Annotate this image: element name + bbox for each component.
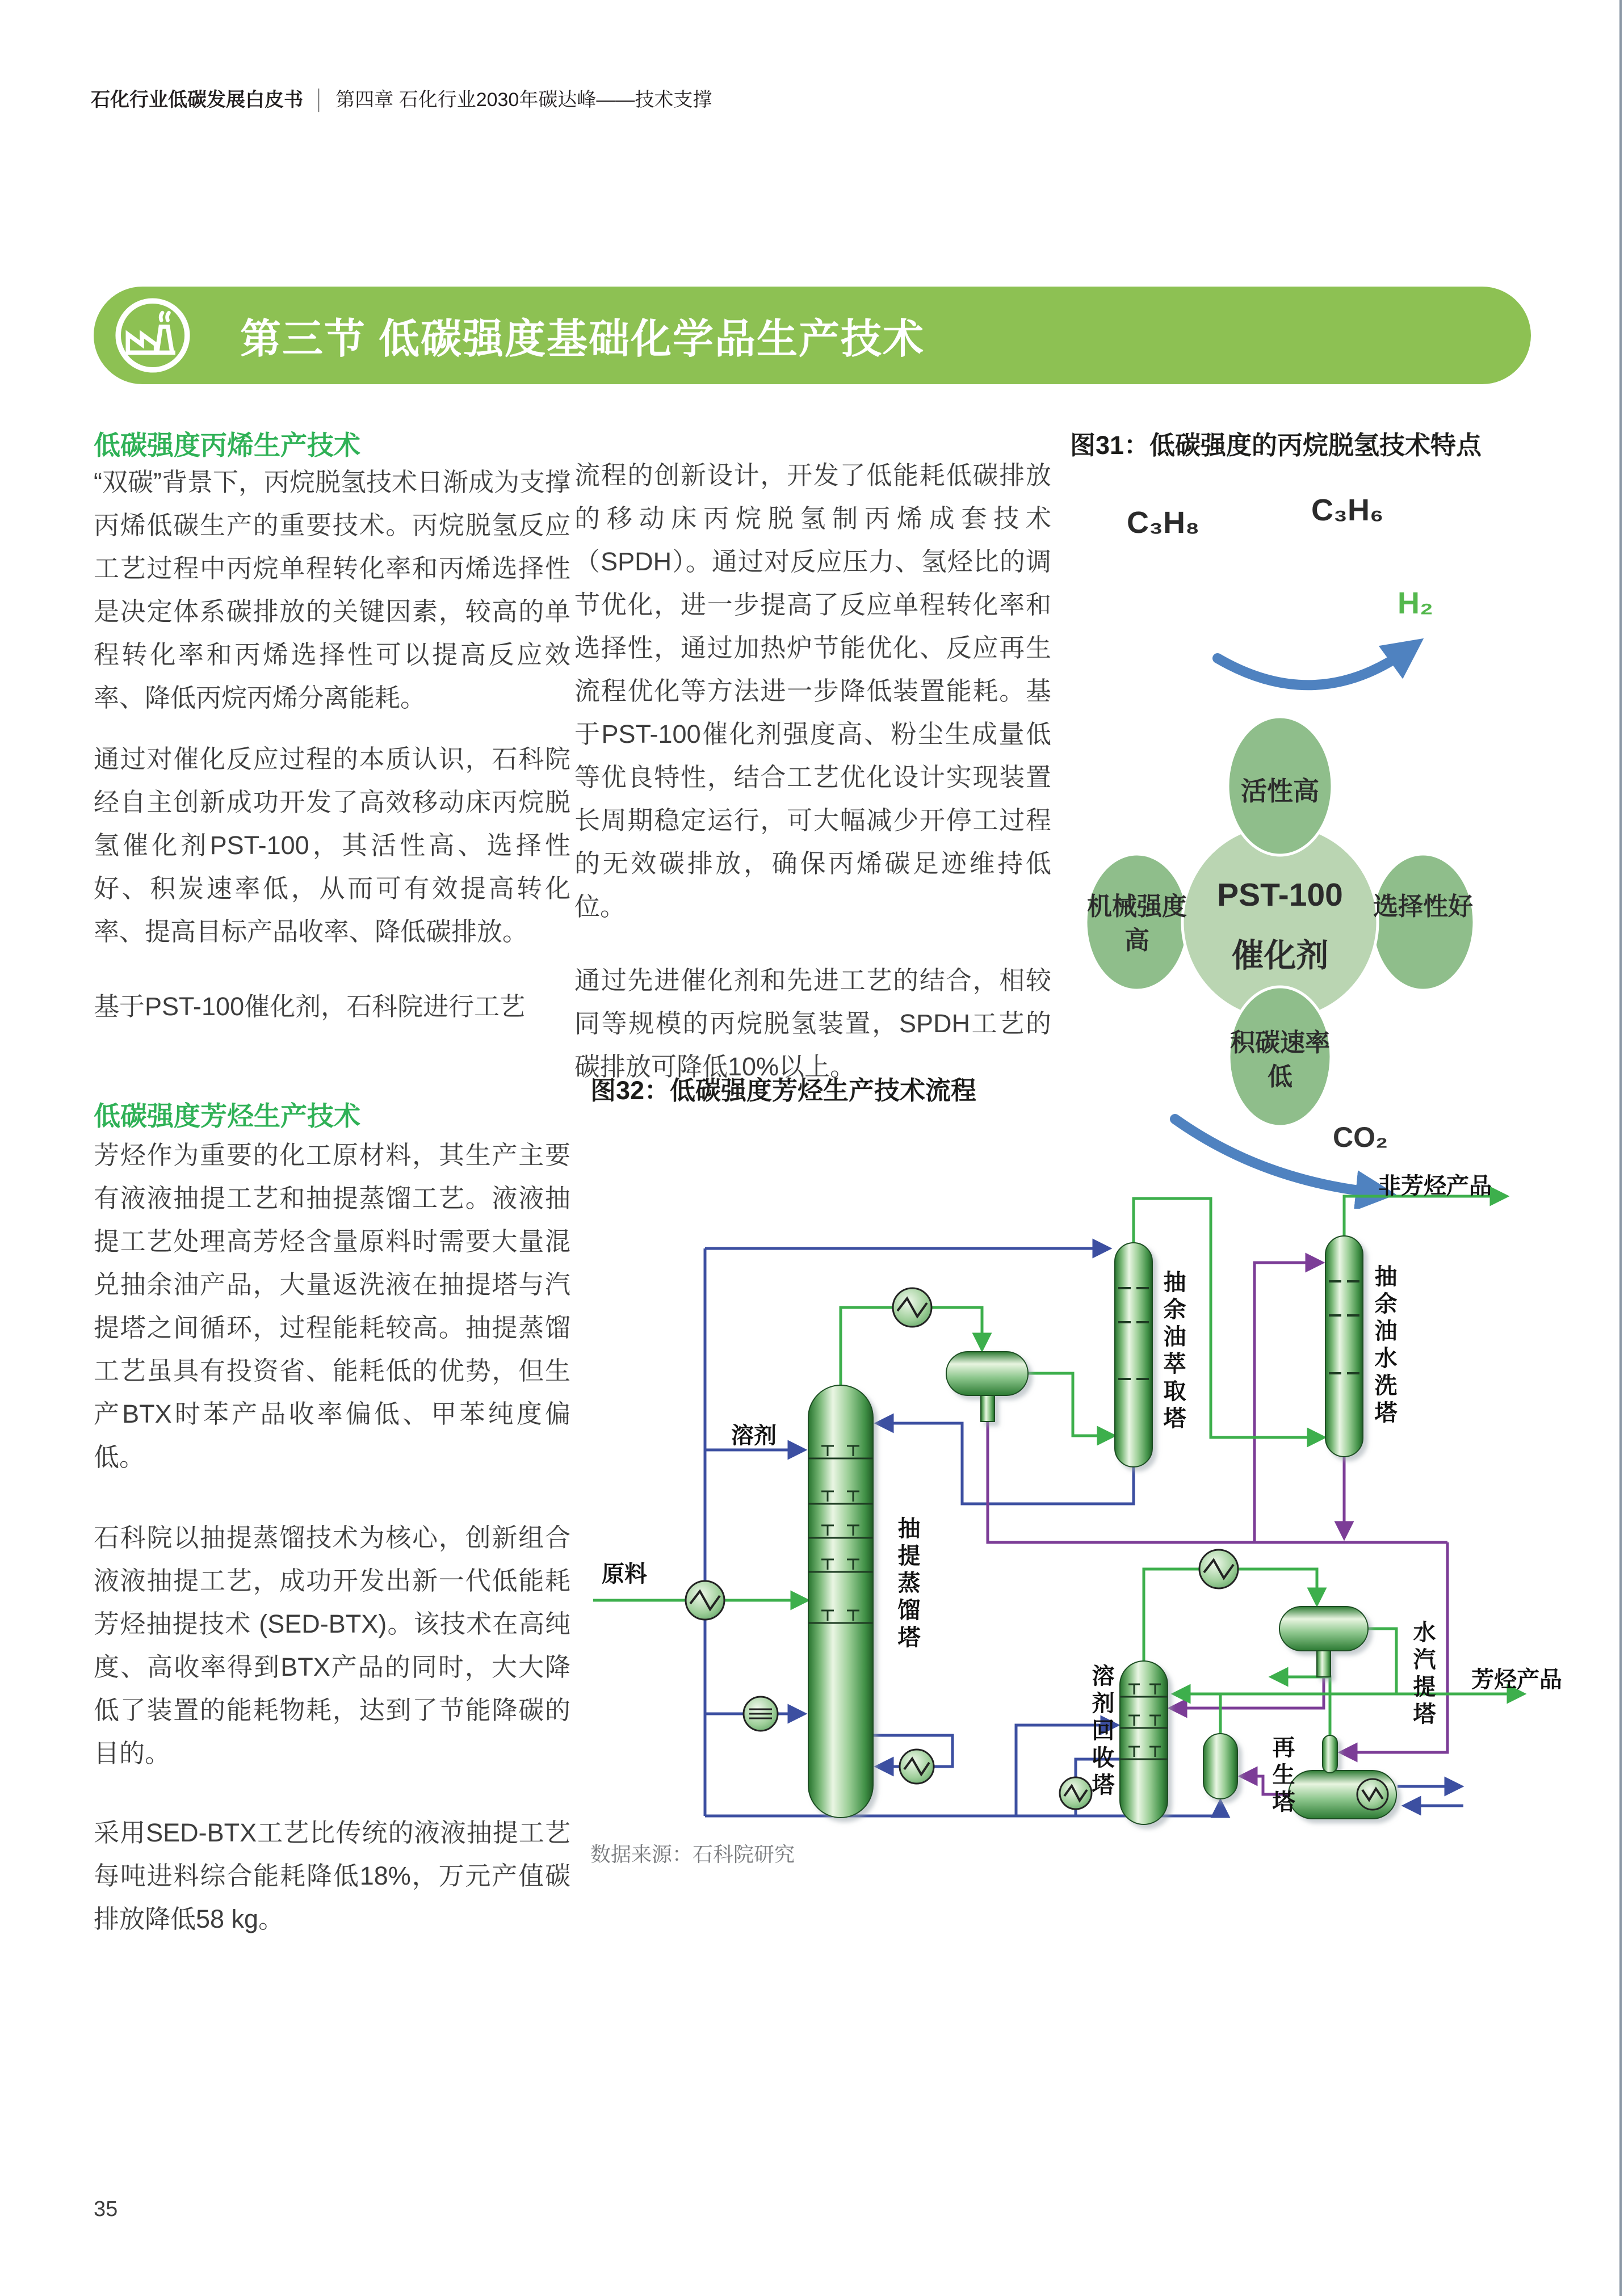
header-separator: │ <box>313 89 326 111</box>
edc-side-heat-exchanger-icon <box>744 1697 778 1731</box>
bubble-label-activity: 活性高 <box>1241 776 1319 806</box>
reaction-arrow <box>1218 649 1409 685</box>
paragraph: 通过先进催化剂和先进工艺的结合，相较同等规模的丙烷脱氢装置，SPDH工艺的碳排放可降低10%以上。 <box>574 966 1051 1081</box>
water-stripper-nozzle <box>1323 1735 1337 1773</box>
paragraph: 通过对催化反应过程的本质认识，石科院经自主创新成功开发了高效移动床丙烷脱氢催化剂PST-100，其活性高、选择性好、积炭速率低，从而可有效提高转化率、提高目标产品收率、降低碳排放。 <box>94 745 570 946</box>
label-non-aromatic-product: 非芳烃产品 <box>1378 1174 1492 1199</box>
figure32-source: 数据来源：石科院研究 <box>590 1843 795 1866</box>
bubble-label-catalyst: 催化剂 <box>1231 937 1329 974</box>
bubble-label-coking: 积碳速率低 <box>1230 1029 1330 1091</box>
edc-reflux-drum <box>946 1352 1028 1395</box>
water-wash-column <box>1325 1236 1363 1457</box>
edc-overhead-heat-exchanger-icon <box>893 1288 931 1327</box>
solvent-recovery-column <box>1120 1661 1168 1824</box>
paragraph: “双碳”背景下，丙烷脱氢技术日渐成为支撑丙烯低碳生产的重要技术。丙烷脱氢反应工艺过程中丙烷单程转化率和丙烯选择性是决定体系碳排放的关键因素，较高的单程转化率和丙烯选择性可以提高反应效率、降低丙烷丙烯分离能耗。 <box>94 468 570 712</box>
raffinate-extractor-column <box>1115 1243 1152 1467</box>
src-drum-nozzle <box>1317 1651 1331 1677</box>
heading-aromatics: 低碳强度芳烃生产技术 <box>94 1101 360 1131</box>
figure31-diagram <box>1067 488 1567 1209</box>
bubble-label-pst100: PST-100 <box>1217 877 1343 913</box>
stripper-coil-icon <box>1357 1779 1388 1810</box>
section-banner <box>94 287 1531 384</box>
label-edc-column: 抽提蒸馏塔 <box>895 1516 920 1652</box>
paragraph: 流程的创新设计，开发了低能耗低碳排放的移动床丙烷脱氢制丙烯成套技术（SPDH）。通过对反应压力、氢烃比的调节优化，进一步提高了反应单程转化率和选择性，通过加热炉节能优化、反应再生流程优化等方法进一步降低装置能耗。基于PST-100催化剂强度高、粉尘生成量低等优良特性，结合工艺优化设计实现装置长周期稳定运行，可大幅减少开停工过程的无效碳排放，确保丙烯碳足迹维持低位。 <box>574 461 1051 921</box>
edc-reboiler-heat-exchanger-icon <box>900 1750 934 1784</box>
factory-icon <box>110 292 196 379</box>
figure32-title: 图32：低碳强度芳烃生产技术流程 <box>590 1076 977 1105</box>
heat-exchangers <box>686 1288 1388 1810</box>
src-overhead-heat-exchanger-icon <box>1199 1550 1238 1588</box>
label-h2: H₂ <box>1398 586 1433 620</box>
label-co2: CO₂ <box>1333 1121 1388 1153</box>
paragraph: 采用SED-BTX工艺比传统的液液抽提工艺每吨进料综合能耗降低18%，万元产值碳排放降低58 kg。 <box>94 1818 570 1933</box>
page-header <box>91 84 712 112</box>
paragraph: 基于PST-100催化剂，石科院进行工艺 <box>94 992 526 1021</box>
header-book-title: 石化行业低碳发展白皮书 <box>91 89 303 111</box>
label-solvent-recovery: 溶剂回收塔 <box>1089 1664 1114 1800</box>
heading-propylene: 低碳强度丙烯生产技术 <box>94 430 360 460</box>
feed-heat-exchanger-icon <box>686 1581 724 1620</box>
page-edge-line <box>1619 0 1622 2296</box>
label-c3h6: C₃H₆ <box>1311 493 1384 527</box>
regenerator-column <box>1203 1734 1237 1799</box>
figure31-title: 图31：低碳强度的丙烷脱氢技术特点 <box>1070 431 1482 460</box>
page-number: 35 <box>94 2197 118 2221</box>
bubble-label-mechanical: 机械强度高 <box>1087 893 1187 954</box>
label-solvent: 溶剂 <box>731 1423 777 1448</box>
src-reflux-drum <box>1279 1607 1368 1651</box>
label-water-wash: 抽余油水洗塔 <box>1371 1264 1396 1428</box>
paragraph: 石科院以抽提蒸馏技术为核心，创新组合液液抽提工艺，成功开发出新一代低能耗芳烃抽提技术 (SED-BTX)。该技术在高纯度、高收率得到BTX产品的同时，大大降低了装置的能耗物耗，达到了节能降碳的目的。 <box>94 1523 570 1768</box>
label-regenerator: 再生塔 <box>1269 1735 1294 1817</box>
header-chapter-title: 第四章 石化行业2030年碳达峰——技术支撑 <box>335 89 712 111</box>
paragraph: 芳烃作为重要的化工原材料，其生产主要有液液抽提工艺和抽提蒸馏工艺。液液抽提工艺处理高芳烃含量原料时需要大量混兑抽余油产品，大量返洗液在抽提塔与汽提塔之间循环，过程能耗较高。抽提蒸馏工艺虽具有投资省、能耗低的优势，但生产BTX时苯产品收率偏低、甲苯纯度偏低。 <box>94 1141 570 1471</box>
label-aromatic-product: 芳烃产品 <box>1471 1667 1562 1692</box>
label-raffinate-extractor: 抽余油萃取塔 <box>1160 1270 1185 1433</box>
section-title: 第三节 低碳强度基础化学品生产技术 <box>240 317 925 362</box>
label-feed: 原料 <box>602 1562 647 1587</box>
bubble-label-selectivity: 选择性好 <box>1373 893 1473 920</box>
edc-column <box>808 1385 873 1818</box>
label-water-stripper: 水汽提塔 <box>1410 1620 1435 1729</box>
label-c3h8: C₃H₈ <box>1127 506 1200 540</box>
edc-drum-nozzle <box>981 1395 994 1422</box>
